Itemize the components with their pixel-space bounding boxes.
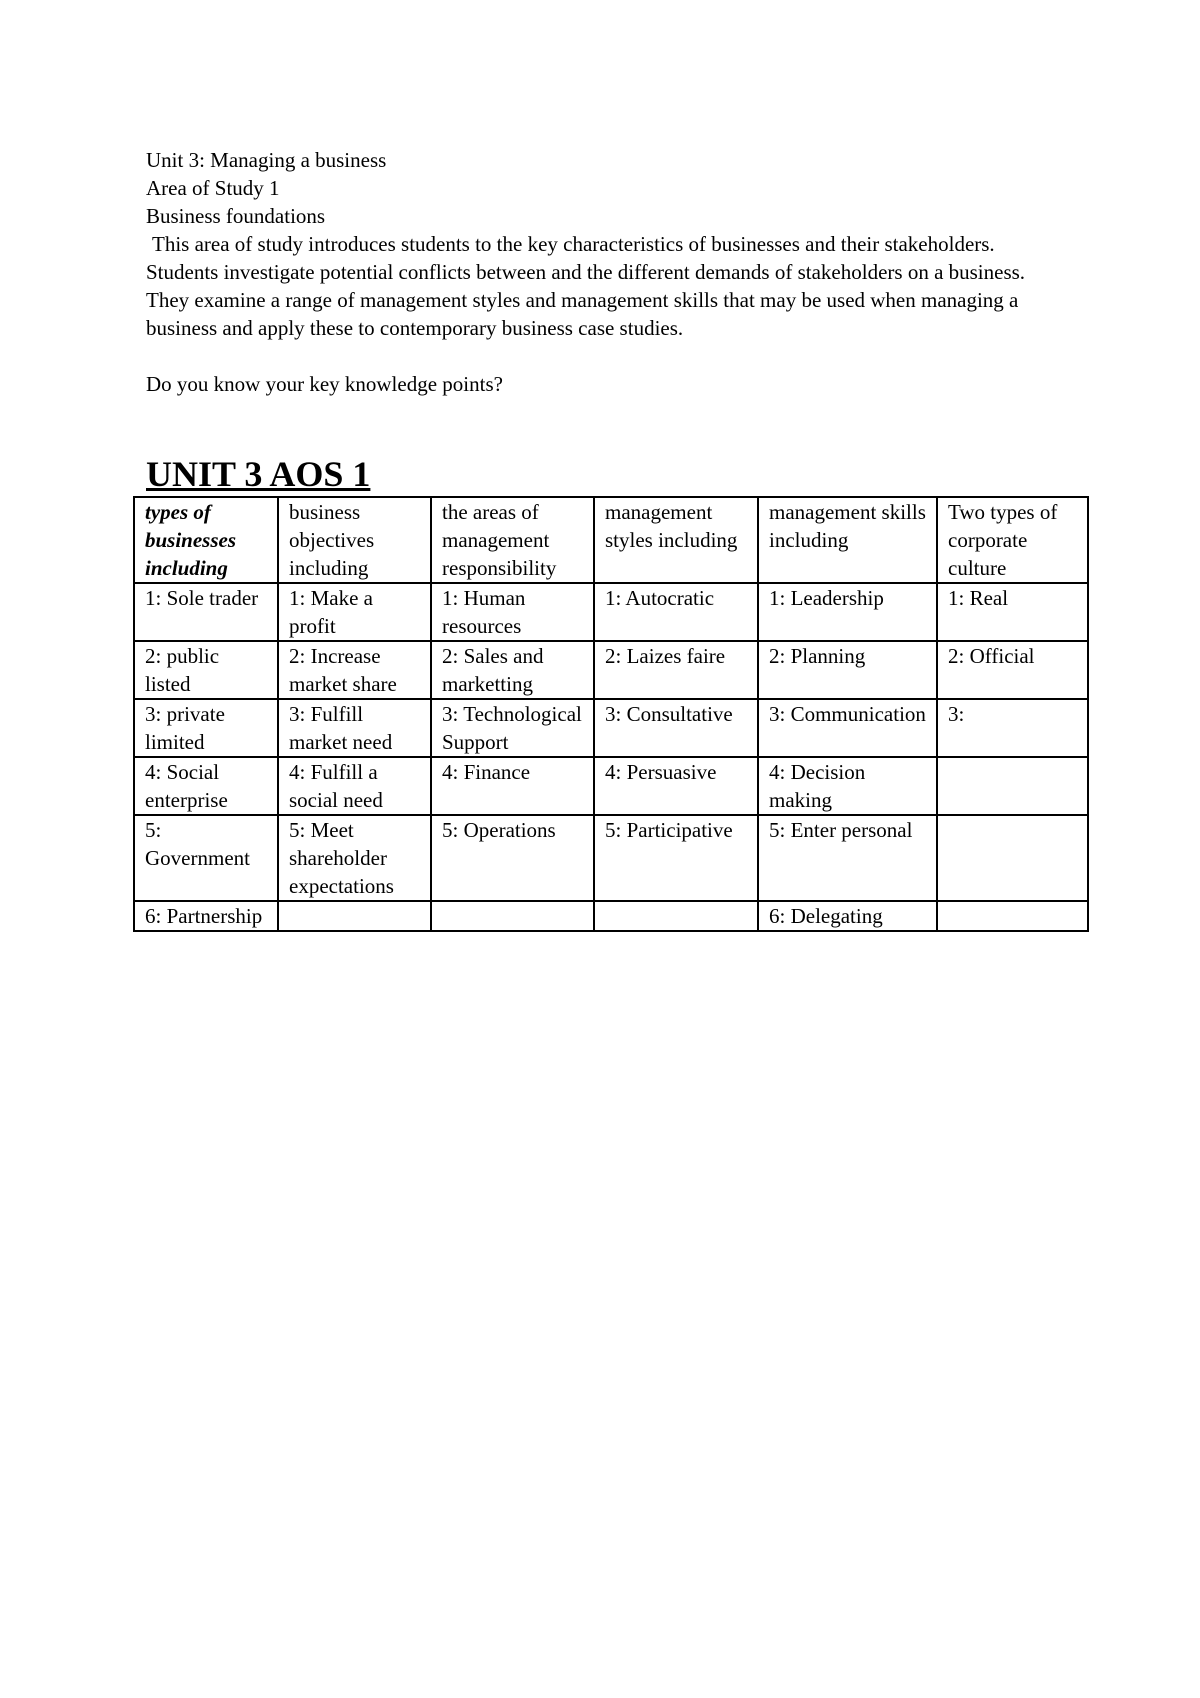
table-cell: 2: Laizes faire — [594, 641, 758, 699]
table-cell: 1: Autocratic — [594, 583, 758, 641]
table-cell: 3: — [937, 699, 1088, 757]
table-cell: 5: Operations — [431, 815, 594, 901]
section-title: Business foundations — [146, 204, 326, 228]
table-cell: 2: Official — [937, 641, 1088, 699]
table-cell: 1: Make a profit — [278, 583, 431, 641]
table-cell — [937, 757, 1088, 815]
table-cell: 3: private limited — [134, 699, 278, 757]
table-row — [134, 699, 1088, 757]
table-cell: 4: Fulfill a social need — [278, 757, 431, 815]
header-cell-corporate-culture: Two types of corporate culture — [937, 497, 1088, 583]
table-cell: 2: Sales and marketting — [431, 641, 594, 699]
table-cell: 3: Communication — [758, 699, 937, 757]
table-cell: 3: Consultative — [594, 699, 758, 757]
table-cell: 1: Real — [937, 583, 1088, 641]
table-cell: 3: Technological Support — [431, 699, 594, 757]
table-cell: 3: Fulfill market need — [278, 699, 431, 757]
table-cell: 6: Partnership — [134, 901, 278, 931]
table-cell: 4: Social enterprise — [134, 757, 278, 815]
intro-section — [146, 146, 1066, 398]
table-cell: 6: Delegating — [758, 901, 937, 931]
table-cell: 1: Leadership — [758, 583, 937, 641]
table-header-row — [134, 497, 1088, 583]
table-cell: 4: Persuasive — [594, 757, 758, 815]
table-cell — [278, 901, 431, 931]
table-cell: 5: Government — [134, 815, 278, 901]
table-cell: 4: Finance — [431, 757, 594, 815]
key-knowledge-table — [133, 496, 1089, 932]
table-heading: UNIT 3 AOS 1 — [146, 454, 371, 494]
question-line: Do you know your key knowledge points? — [146, 372, 503, 396]
table-cell: 2: public listed — [134, 641, 278, 699]
table-cell — [431, 901, 594, 931]
table-cell: 5: Meet shareholder expectations — [278, 815, 431, 901]
area-of-study: Area of Study 1 — [146, 176, 280, 200]
table-row — [134, 815, 1088, 901]
table-cell — [594, 901, 758, 931]
unit-title: Unit 3: Managing a business — [146, 148, 387, 172]
table-cell — [937, 901, 1088, 931]
table-cell: 1: Sole trader — [134, 583, 278, 641]
table-cell — [937, 815, 1088, 901]
header-cell-business-objectives: business objectives including — [278, 497, 431, 583]
header-cell-business-types: types of businesses including — [134, 497, 278, 583]
header-cell-management-styles: management styles including — [594, 497, 758, 583]
table-cell: 2: Planning — [758, 641, 937, 699]
table-row — [134, 901, 1088, 931]
table-cell: 5: Participative — [594, 815, 758, 901]
table-row — [134, 757, 1088, 815]
table-cell: 2: Increase market share — [278, 641, 431, 699]
table-row — [134, 583, 1088, 641]
table-row — [134, 641, 1088, 699]
table-cell: 5: Enter personal — [758, 815, 937, 901]
table-cell: 4: Decision making — [758, 757, 937, 815]
description-paragraph: This area of study introduces students to the key characteristics of businesses and their stakeholders. Students investigate potential conflicts between and the different demands of stakeholders on a business. They examine a range of management styles and management skills that may be used when managing a business and apply these to contemporary business case studies. — [146, 232, 1026, 340]
header-cell-management-skills: management skills including — [758, 497, 937, 583]
header-cell-management-areas: the areas of management responsibility — [431, 497, 594, 583]
table-cell: 1: Human resources — [431, 583, 594, 641]
